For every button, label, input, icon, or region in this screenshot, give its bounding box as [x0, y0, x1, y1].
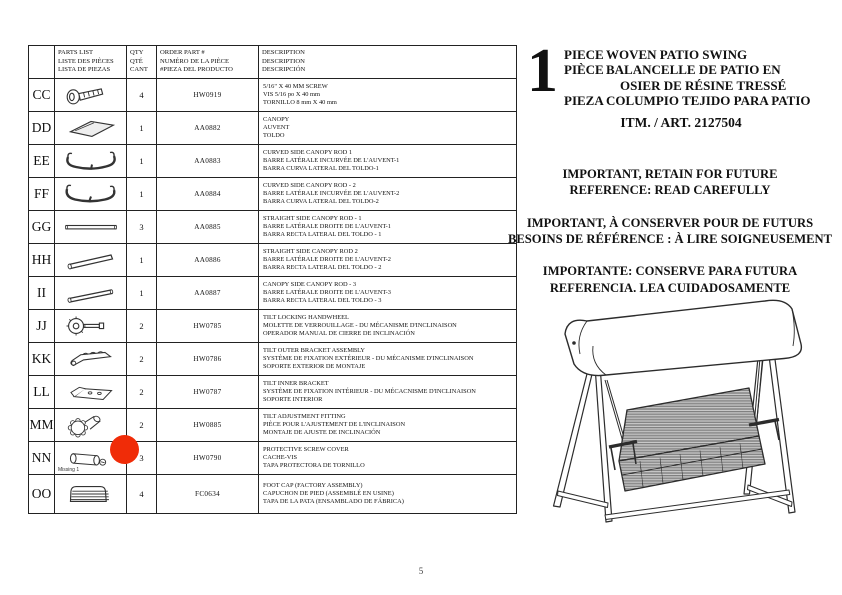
part-qty: 1 [127, 112, 157, 145]
part-number: AA0885 [157, 211, 259, 244]
part-number: HW0785 [157, 310, 259, 343]
product-name-fr-1: BALANCELLE DE PATIO EN [606, 62, 781, 78]
canopy-icon [63, 114, 119, 142]
patio-swing-illustration [543, 294, 835, 549]
screw-icon [63, 81, 119, 109]
inner-bracket-icon [63, 378, 119, 406]
part-number: AA0887 [157, 277, 259, 310]
outer-bracket-icon [63, 345, 119, 373]
table-row [29, 112, 517, 145]
part-number: HW0885 [157, 409, 259, 442]
parts-table [28, 45, 517, 514]
part-number: HW0787 [157, 376, 259, 409]
part-qty: 2 [127, 310, 157, 343]
part-icon-cell [55, 79, 127, 112]
table-row [29, 244, 517, 277]
fitting-icon [63, 410, 119, 440]
part-qty: 2 [127, 376, 157, 409]
part-description: TILT LOCKING HANDWHEEL MOLETTE DE VERROUILLAGE - DU MÉCANISME D'INCLINAISON OPERADOR MANUAL DE CIERRE DE INCLINACIÓN [259, 310, 517, 343]
table-row [29, 310, 517, 343]
product-name-es: COLUMPIO TEJIDO PARA PATIO [606, 92, 811, 108]
part-icon-cell [55, 310, 127, 343]
part-number: AA0882 [157, 112, 259, 145]
header-corner-cell [29, 46, 55, 79]
header-qty: QTY QTÉ CANT [127, 46, 157, 79]
part-qty: 3 [127, 211, 157, 244]
table-header-row [29, 46, 517, 79]
part-letter: CC [29, 79, 55, 112]
table-row [29, 376, 517, 409]
part-letter: OO [29, 475, 55, 514]
part-description: STRAIGHT SIDE CANOPY ROD - 1 BARRE LATÉRALE DROITE DE L'AUVENT-1 BARRA RECTA LATERAL DEL TOLDO - 1 [259, 211, 517, 244]
curved-rod-icon [61, 181, 121, 207]
quantity-numeral: 1 [527, 37, 558, 105]
page-number: 5 [418, 566, 424, 576]
part-number: HW0790 [157, 442, 259, 475]
table-row [29, 178, 517, 211]
part-icon-cell [55, 211, 127, 244]
part-description: CANOPY SIDE CANOPY ROD - 3 BARRE LATÉRALE DROITE DE L'AUVENT-3 BARRA RECTA LATERAL DEL TOLDO - 3 [259, 277, 517, 310]
part-qty: 2 [127, 409, 157, 442]
part-description: STRAIGHT SIDE CANOPY ROD 2 BARRE LATÉRALE DROITE DE L'AUVENT-2 BARRA RECTA LATERAL DEL TOLDO - 2 [259, 244, 517, 277]
handwheel-icon [63, 312, 119, 340]
header-part-number: ORDER PART # NUMÉRO DE LA PIÈCE #PIEZA DEL PRODUCTO [157, 46, 259, 79]
part-qty: 1 [127, 145, 157, 178]
part-letter: NN [29, 442, 55, 475]
notices-block [500, 166, 840, 312]
notice-es: IMPORTANTE: CONSERVE PARA FUTURA REFERENCIA. LEA CUIDADOSAMENTE [542, 264, 798, 295]
part-qty: 2 [127, 343, 157, 376]
part-icon-cell [55, 145, 127, 178]
notice-en: IMPORTANT, RETAIN FOR FUTURE REFERENCE: READ CAREFULLY [562, 167, 778, 198]
part-letter: KK [29, 343, 55, 376]
part-number: FC0634 [157, 475, 259, 514]
part-letter: LL [29, 376, 55, 409]
notice-fr: IMPORTANT, À CONSERVER POUR DE FUTURS BESOINS DE RÉFÉRENCE : À LIRE SOIGNEUSEMENT [507, 215, 832, 247]
part-number: HW0919 [157, 79, 259, 112]
table-row [29, 442, 517, 475]
part-icon-cell [55, 244, 127, 277]
part-qty: 4 [127, 475, 157, 514]
part-number: AA0886 [157, 244, 259, 277]
part-icon-cell [55, 112, 127, 145]
part-icon-cell [55, 475, 127, 514]
part-description: TILT ADJUSTMENT FITTING PIÈCE POUR L'AJUSTEMENT DE L'INCLINAISON MONTAJE DE AJUSTE DE INCLINACIÓN [259, 409, 517, 442]
table-row [29, 475, 517, 514]
part-number: AA0884 [157, 178, 259, 211]
label-piece-en: PIECE [564, 47, 604, 62]
tube-icon [61, 247, 121, 273]
curved-rod-icon [61, 148, 121, 174]
part-letter: MM [29, 409, 55, 442]
part-number: HW0786 [157, 343, 259, 376]
part-letter: HH [29, 244, 55, 277]
product-title-block [527, 37, 835, 108]
missing-annotation: Missing 1 [58, 467, 80, 473]
foot-cap-icon [63, 479, 119, 509]
part-description: 5/16" X 40 MM SCREW VIS 5/16 po X 40 mm TORNILLO 8 mm X 40 mm [259, 79, 517, 112]
product-name-en: WOVEN PATIO SWING [606, 47, 748, 62]
part-description: PROTECTIVE SCREW COVER CACHE-VIS TAPA PROTECTORA DE TORNILLO [259, 442, 517, 475]
table-row [29, 79, 517, 112]
part-description: CANOPY AUVENT TOLDO [259, 112, 517, 145]
header-description: DESCRIPTION DESCRIPTION DESCRIPCIÓN [259, 46, 517, 79]
table-row [29, 409, 517, 442]
part-qty: 1 [127, 277, 157, 310]
tube-icon [61, 280, 121, 306]
table-row [29, 145, 517, 178]
part-icon-cell [55, 343, 127, 376]
table-row [29, 343, 517, 376]
straight-rod-icon [61, 214, 121, 240]
part-qty: 1 [127, 244, 157, 277]
part-qty: 4 [127, 79, 157, 112]
part-letter: II [29, 277, 55, 310]
part-icon-cell [55, 178, 127, 211]
product-name-lines [564, 44, 811, 108]
part-number: AA0883 [157, 145, 259, 178]
part-qty: 3 [127, 442, 157, 475]
part-letter: GG [29, 211, 55, 244]
annotation-marker-dot [110, 435, 139, 464]
product-name-fr-2: OSIER DE RÉSINE TRESSÉ [620, 77, 787, 93]
part-description: FOOT CAP (FACTORY ASSEMBLY) CAPUCHON DE PIED (ASSEMBLÉ EN USINE) TAPA DE LA PATA (ENSAMBLADO DE FÁBRICA) [259, 475, 517, 514]
part-description: TILT OUTER BRACKET ASSEMBLY SYSTÈME DE FIXATION EXTÉRIEUR - DU MÉCANISME D'INCLINAISON SOPORTE EXTERIOR DE MONTAJE [259, 343, 517, 376]
header-parts-list: PARTS LIST LISTE DES PIÈCES LISTA DE PIEZAS [55, 46, 127, 79]
part-letter: JJ [29, 310, 55, 343]
table-row [29, 277, 517, 310]
part-description: CURVED SIDE CANOPY ROD 1 BARRE LATÉRALE INCURVÉE DE L'AUVENT-1 BARRA CURVA LATERAL DEL TOLDO-1 [259, 145, 517, 178]
part-qty: 1 [127, 178, 157, 211]
label-piece-fr: PIÈCE [564, 62, 604, 78]
part-icon-cell [55, 376, 127, 409]
part-description: TILT INNER BRACKET SYSTÈME DE FIXATION INTÉRIEUR - DU MÉCACNISME D'INCLINAISON SOPORTE INTERIOR [259, 376, 517, 409]
part-letter: DD [29, 112, 55, 145]
part-description: CURVED SIDE CANOPY ROD - 2 BARRE LATÉRALE INCURVÉE DE L'AUVENT-2 BARRA CURVA LATERAL DEL TOLDO-2 [259, 178, 517, 211]
part-letter: EE [29, 145, 55, 178]
item-number: ITM. / ART. 2127504 [620, 115, 742, 130]
part-icon-cell [55, 277, 127, 310]
table-row [29, 211, 517, 244]
part-letter: FF [29, 178, 55, 211]
label-piece-es: PIEZA [564, 92, 604, 108]
